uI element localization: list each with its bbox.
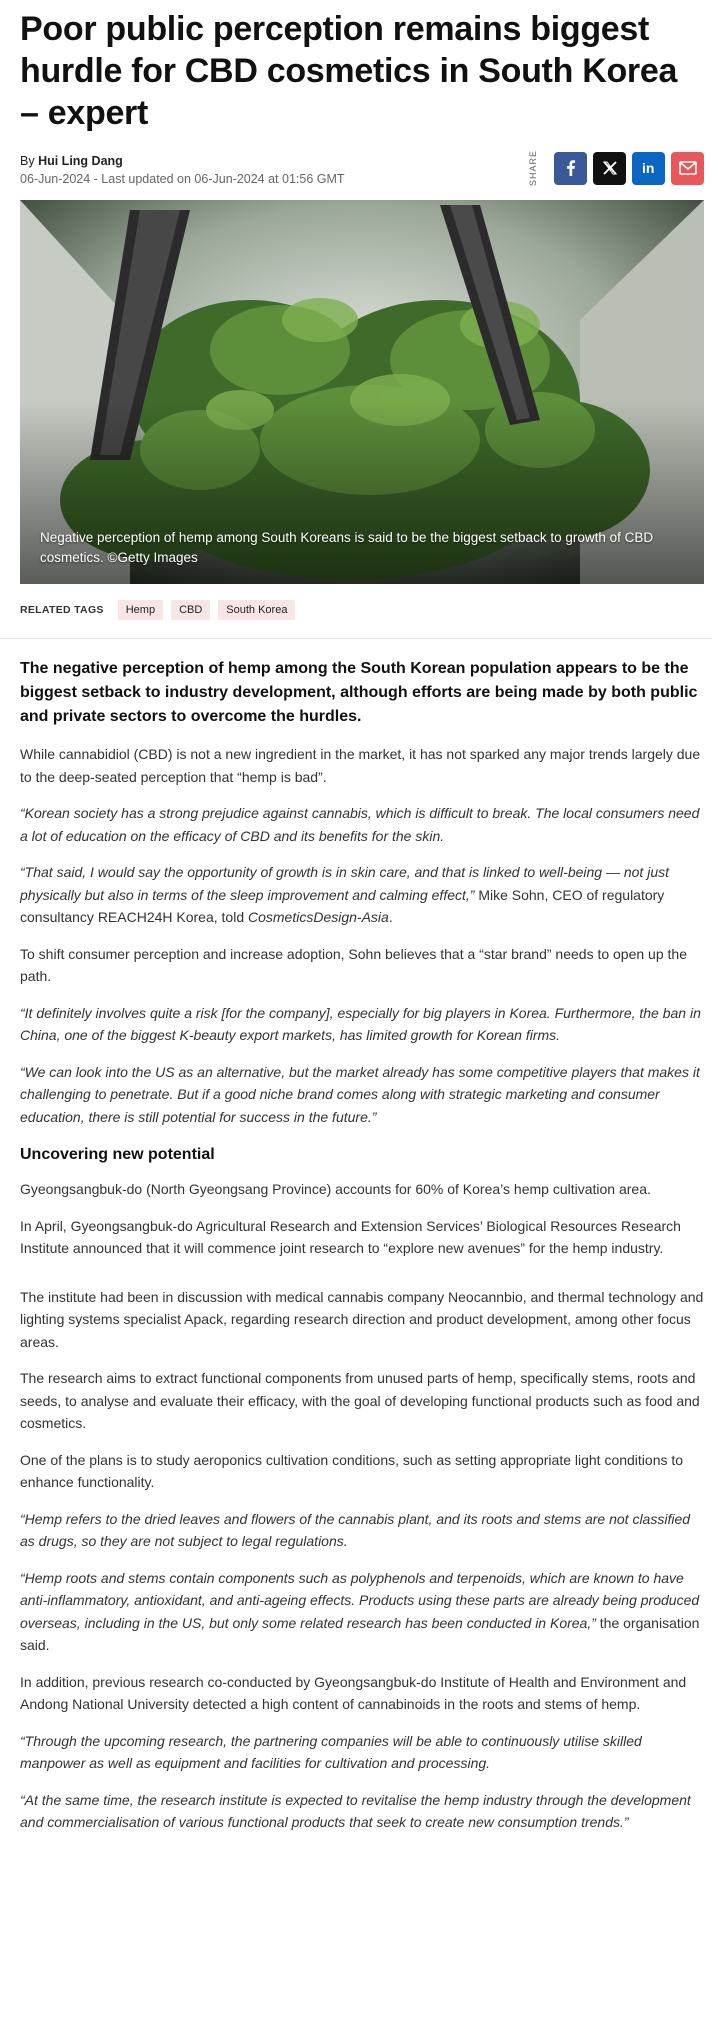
linkedin-icon [641, 160, 657, 176]
publication-name: CosmeticsDesign-Asia [248, 909, 389, 925]
quote: “At the same time, the research institute is expected to revitalise the hemp industry through the development and commercialisation of various functional products that seek to create new consumption trends.” [20, 1791, 691, 1830]
email-share-button[interactable] [671, 152, 704, 185]
article-header [20, 8, 704, 622]
svg-text:in: in [641, 160, 654, 176]
related-tags-label: RELATED TAGS [20, 604, 104, 616]
attribution: the organisation said. [20, 1614, 700, 1653]
hero-image [20, 200, 704, 584]
x-share-button[interactable] [593, 152, 626, 185]
paragraph: To shift consumer perception and increase adoption, Sohn believes that a “star brand” needs to open up the path. [20, 945, 687, 984]
dateline: 06-Jun-2024 - Last updated on 06-Jun-2024 at 01:56 GMT [20, 172, 345, 186]
email-icon [679, 161, 697, 175]
headline: Poor public perception remains biggest hurdle for CBD cosmetics in South Korea – expert [20, 10, 678, 132]
paragraph: While cannabidiol (CBD) is not a new ingredient in the market, it has not sparked any major trends largely due to the deep-seated perception that “hemp is bad”. [20, 746, 701, 785]
attribution: Mike Sohn, CEO of regulatory consultancy REACH24H Korea, told [20, 886, 665, 925]
tag-cbd[interactable]: CBD [171, 600, 210, 620]
quote: “Through the upcoming research, the partnering companies will be able to continuously utilise skilled manpower as well as equipment and facilities for cultivation and processing. [20, 1732, 642, 1771]
quote-text: “Hemp roots and stems contain components such as polyphenols and terpenoids, which are known to have anti-inflammatory, antioxidant, and anti-ageing effects. Products using these parts are already being produced overseas, including in the US, but only some related research has been conducted in Korea,” [20, 1569, 700, 1631]
facebook-share-button[interactable] [554, 152, 587, 185]
quote-with-attribution [20, 1567, 704, 1657]
paragraph: One of the plans is to study aeroponics cultivation conditions, such as setting appropriate light conditions to enhance functionality. [20, 1451, 684, 1490]
article-lead: The negative perception of hemp among the South Korean population appears to be the biggest setback to industry development, although efforts are being made by both public and private sectors to overcome the hurdles. [20, 660, 698, 725]
quote: “We can look into the US as an alternative, but the market already has some competitive players that makes it challenging to penetrate. But if a good niche brand comes along with strategic marketing and consumer education, there is still potential for success in the future.” [20, 1063, 700, 1125]
related-tags [20, 598, 704, 622]
x-icon [602, 160, 618, 176]
hemp-plants-illustration [20, 200, 704, 584]
share-bar [528, 150, 704, 186]
quote: “Hemp refers to the dried leaves and flowers of the cannabis plant, and its roots and stems are not classified as drugs, so they are not subject to legal regulations. [20, 1510, 691, 1549]
facebook-icon [563, 160, 579, 176]
quote: “It definitely involves quite a risk [for the company], especially for big players in Korea. Furthermore, the ban in China, one of the biggest K-beauty export markets, has limited growth for Korean firms. [20, 1004, 701, 1043]
quote-with-attribution [20, 861, 704, 929]
attribution-end: . [388, 909, 393, 925]
share-label: SHARE [528, 150, 538, 187]
paragraph: The institute had been in discussion with medical cannabis company Neocannbio, and thermal technology and lighting systems specialist Apack, regarding research direction and product development, among other focus areas. [20, 1288, 704, 1350]
hero-caption: Negative perception of hemp among South Koreans is said to be the biggest setback to growth of CBD cosmetics. ©Getty Images [40, 530, 654, 565]
paragraph: The research aims to extract functional components from unused parts of hemp, specifically stems, roots and seeds, to analyse and evaluate their efficacy, with the goal of developing functional products such as food and cosmetics. [20, 1370, 700, 1431]
byline [20, 154, 123, 168]
tag-hemp[interactable]: Hemp [118, 600, 163, 620]
section-heading: Uncovering new potential [20, 1146, 215, 1163]
meta-row [20, 148, 704, 196]
author-link[interactable]: Hui Ling Dang [38, 154, 123, 168]
quote: “Korean society has a strong prejudice against cannabis, which is difficult to break. The local consumers need a lot of education on the efficacy of CBD and its benefits for the skin. [20, 805, 700, 844]
paragraph: Gyeongsangbuk-do (North Gyeongsang Province) accounts for 60% of Korea’s hemp cultivation area. [20, 1181, 651, 1197]
section-divider [0, 638, 712, 639]
byline-prefix: By [20, 154, 35, 168]
article-body [20, 657, 704, 1834]
linkedin-share-button[interactable] [632, 152, 665, 185]
quote-text: “That said, I would say the opportunity of growth is in skin care, and that is linked to well-being — not just physically but also in terms of the sleep improvement and calming effect,” [20, 864, 669, 903]
paragraph: In April, Gyeongsangbuk-do Agricultural Research and Extension Services’ Biological Resources Research Institute announced that it will commence joint research to “explore new avenues” for the hemp industry. [20, 1217, 681, 1256]
paragraph: In addition, previous research co-conducted by Gyeongsangbuk-do Institute of Health and Environment and Andong National University detected a high content of cannabinoids in the roots and stems of hemp. [20, 1673, 687, 1712]
tag-south-korea[interactable]: South Korea [218, 600, 295, 620]
